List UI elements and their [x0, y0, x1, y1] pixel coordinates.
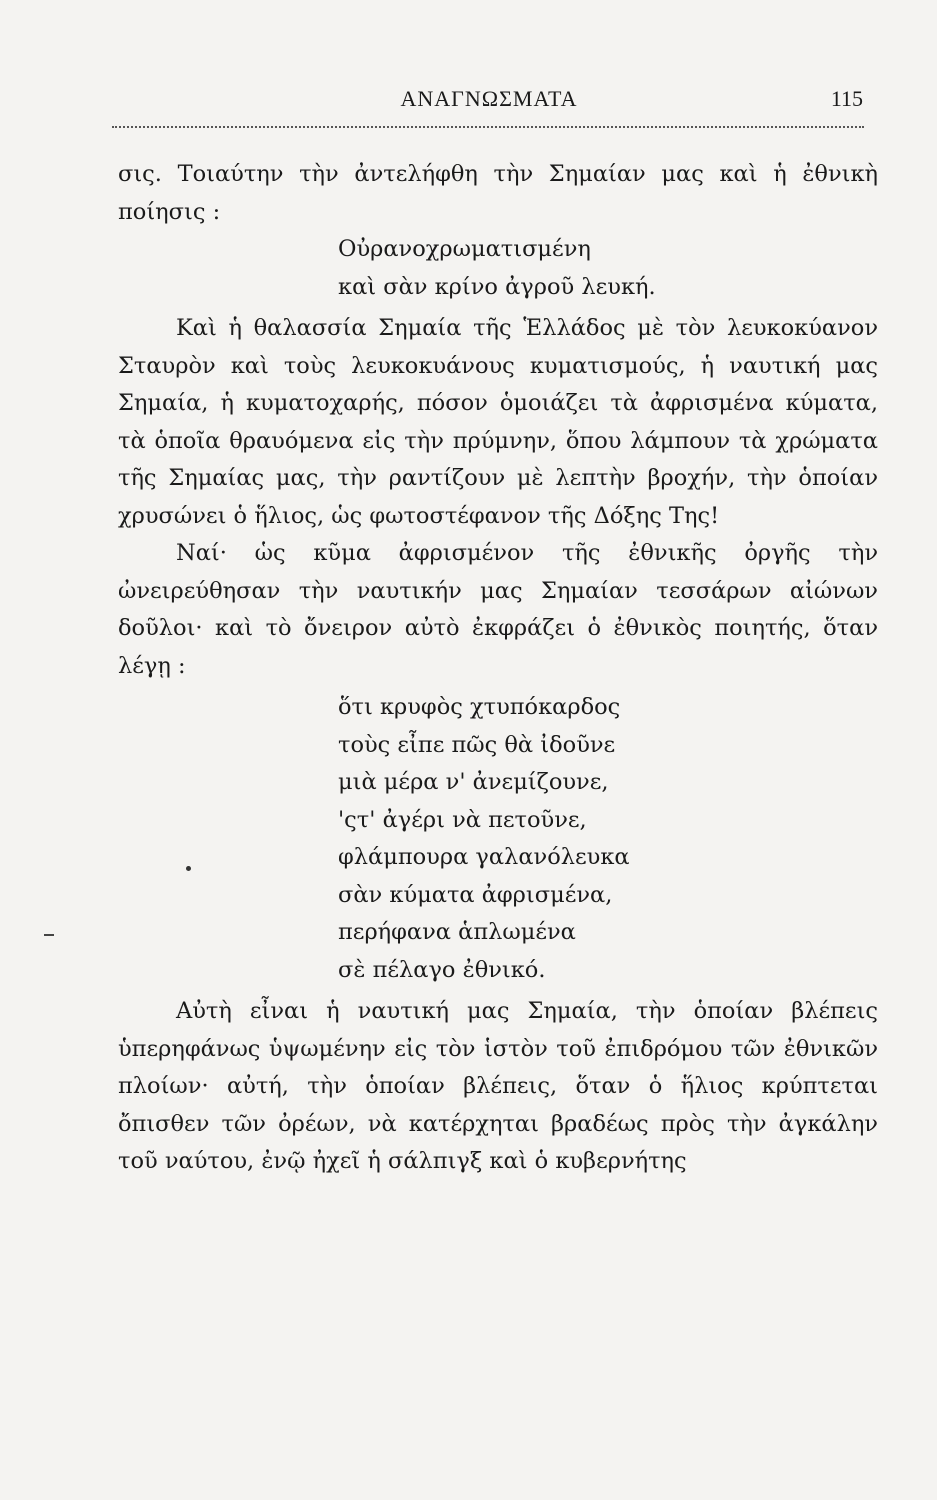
- verse-line: τοὺς εἶπε πῶς θὰ ἰδοῦνε: [338, 731, 616, 758]
- main-text: [118, 156, 878, 1181]
- verse-block-1: [118, 231, 878, 306]
- paragraph-continuation: σις. Τοιαύτην τὴν ἀντελήφθη τὴν Σημαίαν μας καὶ ἡ ἐθνικὴ ποίησις :: [118, 161, 878, 225]
- running-title: ΑΝΑΓΝΩΣΜΑΤΑ: [400, 86, 578, 111]
- paragraph: Καὶ ἡ θαλασσία Σημαία τῆς Ἑλλάδος μὲ τὸν λευκοκύανον Σταυρὸν καὶ τοὺς λευκοκυάνους κυματισμούς, ἡ ναυτική μας Σημαία, ἡ κυματοχαρής, πόσον ὁμοιάζει τὰ ἀφρισμένα κύματα, τὰ ὁποῖα θραυόμενα εἰς τὴν πρύμνην, ὅπου λάμπουν τὰ χρώματα τῆς Σημαίας μας, τὴν ραντίζουν μὲ λεπτὴν βροχήν, τὴν ὁποίαν χρυσώνει ὁ ἥλιος, ὡς φωτοστέφανον τῆς Δόξης Της!: [118, 315, 878, 529]
- verse-line: μιὰ μέρα ν' ἀνεμίζουνε,: [338, 769, 609, 795]
- header-rule: [112, 126, 864, 128]
- page-header: [115, 86, 863, 122]
- page-number: 115: [830, 86, 863, 111]
- margin-mark: [44, 934, 54, 936]
- paragraph: Αὐτὴ εἶναι ἡ ναυτική μας Σημαία, τὴν ὁποίαν βλέπεις ὑπερηφάνως ὑψωμένην εἰς τὸν ἱστὸν τοῦ ἐπιδρόμου τῶν ἐθνικῶν πλοίων· αὐτή, τὴν ὁποίαν βλέπεις, ὅταν ὁ ἥλιος κρύπτεται ὄπισθεν τῶν ὀρέων, νὰ κατέρχηται βραδέως πρὸς τὴν ἀγκάλην τοῦ ναύτου, ἐνῷ ἠχεῖ ἡ σάλπιγξ καὶ ὁ κυβερνήτης: [118, 998, 878, 1174]
- verse-block-2: [118, 689, 878, 989]
- ink-speck: [186, 866, 191, 871]
- verse-line: περήφανα ἁπλωμένα: [338, 919, 576, 945]
- verse-line: καὶ σὰν κρίνο ἀγροῦ λευκή.: [338, 273, 656, 300]
- verse-line: σὲ πέλαγο ἐθνικό.: [338, 956, 546, 983]
- verse-line: 'ςτ' ἀγέρι νὰ πετοῦνε,: [338, 806, 587, 833]
- verse-line: ὅτι κρυφὸς χτυπόκαρδος: [338, 694, 621, 720]
- verse-line: φλάμπουρα γαλανόλευκα: [338, 844, 630, 870]
- verse-line: Οὐρανοχρωματισμένη: [338, 236, 591, 262]
- verse-line: σὰν κύματα ἀφρισμένα,: [338, 881, 613, 908]
- paragraph: Ναί· ὡς κῦμα ἀφρισμένον τῆς ἐθνικῆς ὀργῆς τὴν ὠνειρεύθησαν τὴν ναυτικήν μας Σημαίαν τεσσάρων αἰώνων δοῦλοι· καὶ τὸ ὄνειρον αὐτὸ ἐκφράζει ὁ ἐθνικὸς ποιητής, ὅταν λέγῃ :: [118, 540, 878, 679]
